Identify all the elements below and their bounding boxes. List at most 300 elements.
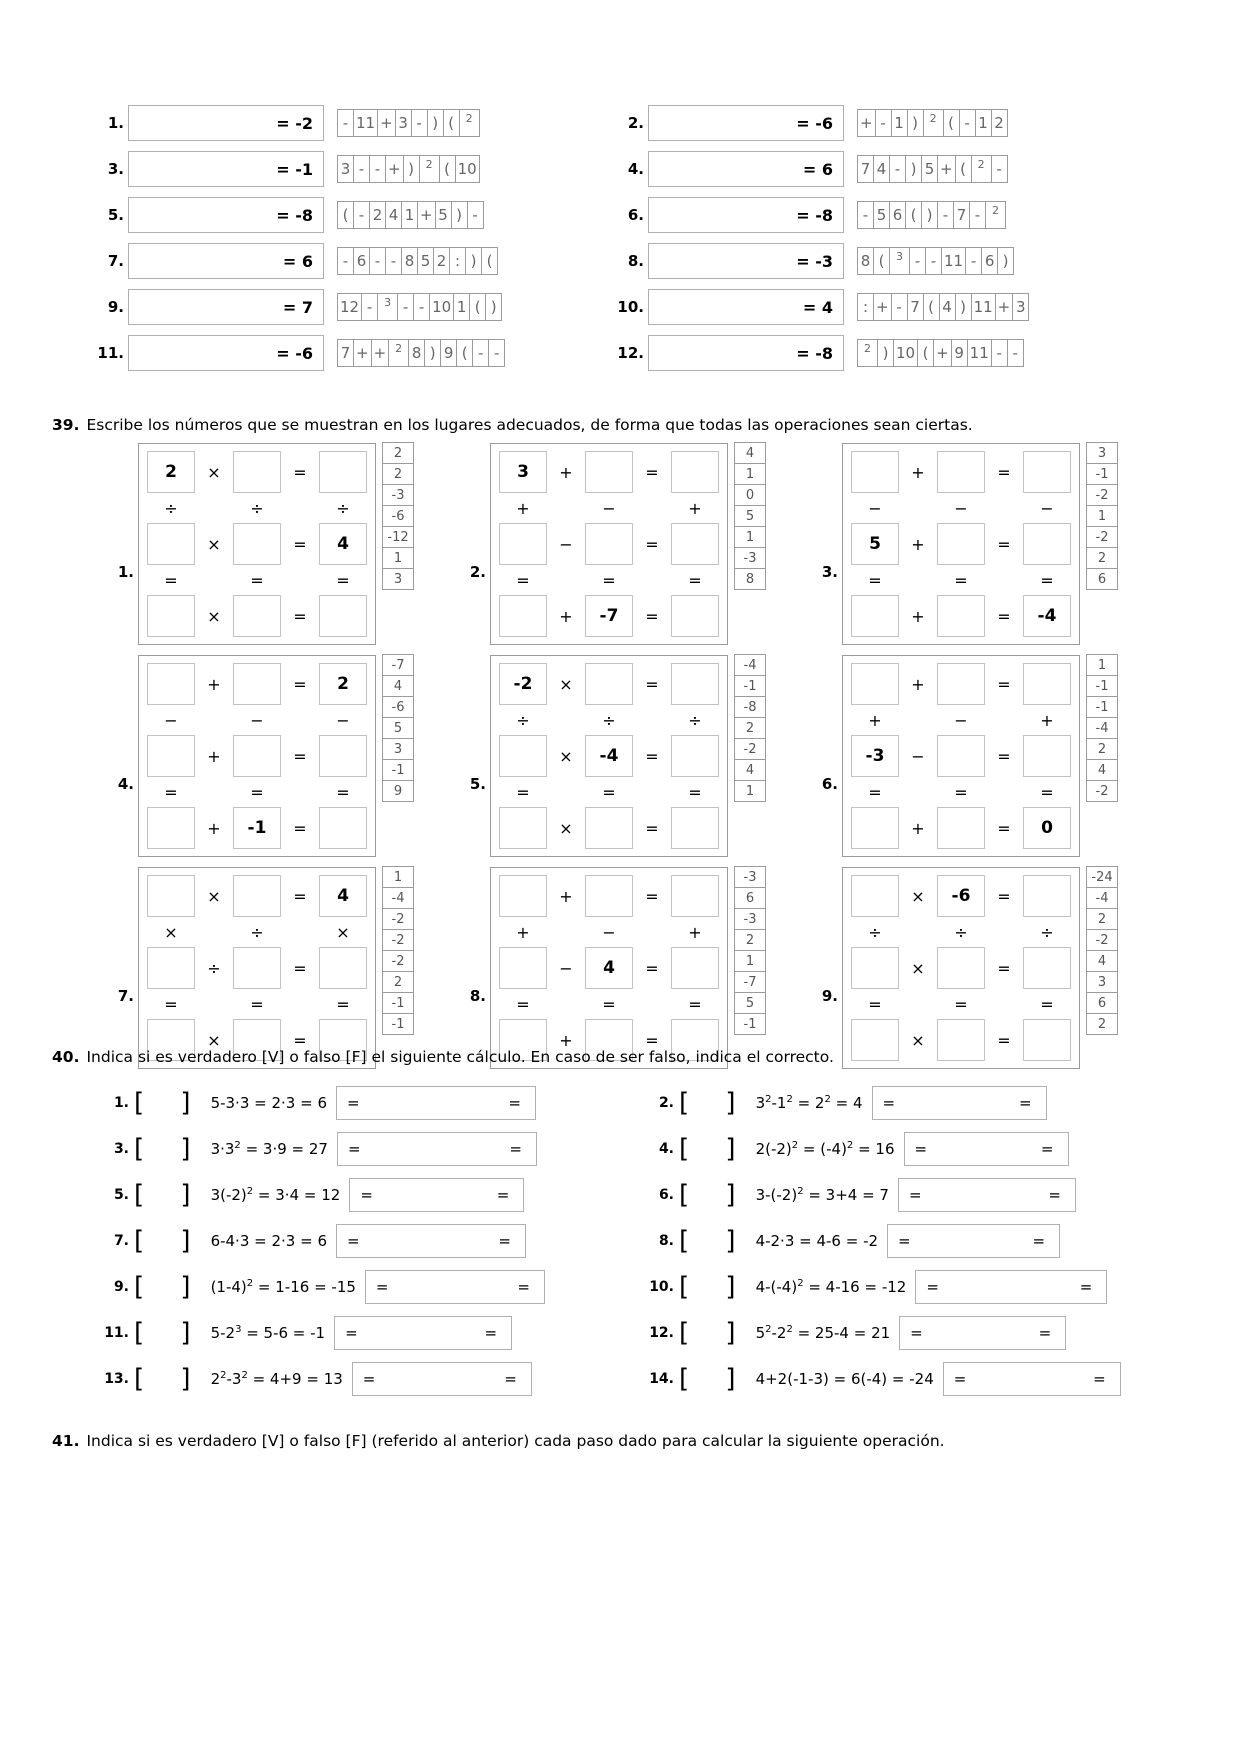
correction-input-box[interactable]	[887, 1224, 1060, 1258]
magic-square-cell[interactable]	[937, 595, 985, 637]
magic-square-unit	[104, 655, 414, 857]
magic-square-label: 9.	[821, 987, 838, 1005]
equals-sign-left: =	[882, 1094, 896, 1112]
magic-square-h-operator: +	[207, 674, 221, 694]
magic-square-v-operator: =	[602, 782, 616, 802]
magic-square-cell[interactable]	[233, 663, 281, 705]
magic-square-row	[147, 523, 367, 565]
magic-square-cell[interactable]: -3	[851, 735, 899, 777]
section-38-rows	[0, 100, 1241, 376]
magic-square-cell[interactable]	[937, 1019, 985, 1061]
number-bank-strip	[382, 655, 414, 802]
calculation-expression: $5^2-2^2 = 25-4 = 21$	[755, 1324, 891, 1342]
token-cell: (	[873, 247, 890, 275]
number-bank-cell: -2	[1086, 484, 1118, 506]
magic-square-cell[interactable]	[937, 451, 985, 493]
correction-input-box[interactable]	[898, 1178, 1076, 1212]
magic-square-cell[interactable]	[499, 807, 547, 849]
magic-square-h-operator: −	[559, 534, 573, 554]
number-bank-strip	[734, 655, 766, 802]
token-cell: -	[413, 293, 430, 321]
calculation-expression: $3-(-2)^2 = 3+4 = 7$	[755, 1186, 889, 1204]
token-cell: :	[857, 293, 874, 321]
magic-square-cell[interactable]: 4	[319, 875, 367, 917]
magic-square-h-operator: +	[911, 674, 925, 694]
magic-square-cell[interactable]: 3	[499, 451, 547, 493]
magic-square-cell[interactable]	[1023, 875, 1071, 917]
true-false-row	[95, 1356, 640, 1402]
magic-square-cell[interactable]	[671, 663, 719, 705]
magic-square-v-operator: =	[688, 994, 702, 1014]
magic-square-unit	[456, 655, 766, 857]
answer-input-box[interactable]: = -8	[648, 335, 844, 371]
magic-square-spacer	[281, 989, 319, 1019]
magic-square-cell[interactable]	[585, 807, 633, 849]
magic-square-cell[interactable]: 2	[319, 663, 367, 705]
magic-square-cell[interactable]	[585, 875, 633, 917]
row-number: 9.	[107, 298, 124, 316]
magic-square-cell[interactable]: -1	[233, 807, 281, 849]
magic-square-h-operator: ×	[911, 886, 925, 906]
number-bank-cell: -2	[382, 929, 414, 951]
token-strip	[858, 201, 1006, 229]
magic-square-cell[interactable]: -4	[1023, 595, 1071, 637]
magic-square-cell[interactable]	[671, 595, 719, 637]
magic-square-cell[interactable]: 4	[585, 947, 633, 989]
answer-input-box[interactable]: = -3	[648, 243, 844, 279]
magic-squares-container	[0, 443, 1241, 1069]
correction-input-box[interactable]	[334, 1316, 512, 1350]
token-cell: -	[925, 247, 942, 275]
item-number: 8.	[658, 1233, 674, 1249]
token-cell: 3	[889, 247, 910, 275]
magic-square-cell[interactable]	[499, 523, 547, 565]
magic-square-cell[interactable]	[233, 595, 281, 637]
magic-square-cell[interactable]	[851, 807, 899, 849]
token-cell: -	[965, 247, 982, 275]
token-cell: 11	[971, 293, 996, 321]
magic-square-cell[interactable]	[147, 947, 195, 989]
number-bank-cell: -4	[382, 887, 414, 909]
number-bank-cell: -8	[734, 696, 766, 718]
magic-square-cell[interactable]	[499, 875, 547, 917]
section-38-grid	[0, 100, 1241, 376]
magic-square-v-operator: =	[868, 994, 882, 1014]
row-number: 6.	[627, 206, 644, 224]
magic-square-unit	[456, 443, 766, 645]
correction-input-box[interactable]	[915, 1270, 1107, 1304]
token-cell: 3	[1012, 293, 1029, 321]
token-cell: (	[337, 201, 354, 229]
answer-input-box[interactable]: = -2	[128, 105, 324, 141]
magic-square-cell[interactable]	[319, 595, 367, 637]
magic-square-cell[interactable]	[147, 735, 195, 777]
magic-square-v-operator: =	[602, 994, 616, 1014]
magic-square-spacer	[899, 565, 937, 595]
magic-square-cell[interactable]	[147, 875, 195, 917]
magic-square-cell[interactable]	[233, 735, 281, 777]
magic-square-row	[147, 947, 367, 989]
magic-square-cell[interactable]	[937, 523, 985, 565]
correction-input-box[interactable]	[904, 1132, 1069, 1166]
answer-input-box[interactable]: = -8	[648, 197, 844, 233]
equals-sign-left: =	[360, 1186, 373, 1204]
token-cell: (	[439, 155, 456, 183]
token-cell: (	[469, 293, 486, 321]
answer-input-box[interactable]: = -1	[128, 151, 324, 187]
magic-square-cell[interactable]	[585, 663, 633, 705]
token-cell: 11	[353, 109, 378, 137]
token-cell: 5	[921, 155, 938, 183]
token-cell: -	[337, 109, 354, 137]
magic-square-row	[147, 807, 367, 849]
section-38-row	[608, 330, 1128, 376]
magic-square-table	[851, 451, 1071, 637]
magic-square-box	[138, 443, 376, 645]
number-bank-cell: 0	[734, 484, 766, 506]
magic-square-cell[interactable]	[671, 735, 719, 777]
magic-square-cell[interactable]	[851, 595, 899, 637]
magic-square-v-operator: =	[954, 570, 968, 590]
magic-square-label: 7.	[117, 987, 134, 1005]
item-number: 3.	[113, 1141, 129, 1157]
magic-square-cell[interactable]: -7	[585, 595, 633, 637]
item-number: 1.	[113, 1095, 129, 1111]
equals-sign-left: =	[375, 1278, 389, 1296]
token-cell: -	[467, 201, 484, 229]
magic-square-box	[842, 867, 1080, 1069]
magic-square-cell[interactable]	[585, 451, 633, 493]
magic-square-operator-row	[499, 565, 719, 595]
token-cell: -	[353, 201, 370, 229]
vf-bracket-input[interactable]: [ ]	[134, 1364, 205, 1394]
section-38-row	[608, 238, 1128, 284]
magic-square-box	[842, 443, 1080, 645]
equals-sign-right: =	[504, 1370, 517, 1388]
number-bank-cell: 1	[382, 547, 414, 569]
magic-square-cell[interactable]	[1023, 1019, 1071, 1061]
magic-square-table	[851, 663, 1071, 849]
correction-input-box[interactable]	[336, 1224, 526, 1258]
vf-bracket-input[interactable]: [ ]	[679, 1364, 750, 1394]
magic-square-row	[499, 875, 719, 917]
vf-bracket-input[interactable]: [ ]	[679, 1088, 750, 1118]
magic-square-cell[interactable]	[671, 523, 719, 565]
magic-square-h-operator: =	[645, 886, 659, 906]
answer-input-box[interactable]: = 4	[648, 289, 844, 325]
magic-square-h-operator: =	[997, 674, 1011, 694]
magic-square-row	[499, 451, 719, 493]
magic-square-cell[interactable]	[585, 523, 633, 565]
magic-square-row	[147, 663, 367, 705]
magic-square-h-operator: ×	[207, 462, 221, 482]
correction-input-box[interactable]	[336, 1086, 536, 1120]
equals-sign-left: =	[345, 1324, 358, 1342]
magic-square-label: 2.	[469, 563, 486, 581]
magic-square-cell[interactable]	[233, 875, 281, 917]
magic-square-cell[interactable]	[851, 663, 899, 705]
magic-square-cell[interactable]	[937, 663, 985, 705]
magic-square-v-operator: −	[868, 498, 882, 518]
vf-bracket-input[interactable]: [ ]	[679, 1180, 750, 1210]
magic-square-h-operator: =	[997, 746, 1011, 766]
magic-square-h-operator: =	[645, 746, 659, 766]
magic-square-cell[interactable]: 2	[147, 451, 195, 493]
magic-square-v-operator: =	[336, 994, 350, 1014]
equals-sign-right: =	[484, 1324, 498, 1342]
magic-square-v-operator: =	[164, 994, 178, 1014]
number-bank-cell: 6	[734, 887, 766, 909]
magic-square-row	[147, 875, 367, 917]
token-strip	[858, 109, 1008, 137]
magic-square-h-operator: =	[645, 674, 659, 694]
magic-square-cell[interactable]	[937, 735, 985, 777]
answer-input-box[interactable]: = 7	[128, 289, 324, 325]
magic-square-cell[interactable]: 0	[1023, 807, 1071, 849]
vf-bracket-input[interactable]: [ ]	[679, 1318, 750, 1348]
magic-square-v-operator: =	[688, 782, 702, 802]
magic-square-cell[interactable]	[937, 947, 985, 989]
magic-square-h-operator: =	[293, 746, 307, 766]
magic-square-h-operator: +	[207, 746, 221, 766]
equals-sign-left: =	[898, 1232, 911, 1250]
item-number: 12.	[649, 1325, 674, 1341]
true-false-row	[640, 1264, 1185, 1310]
magic-square-cell[interactable]	[147, 523, 195, 565]
vf-bracket-input[interactable]: [ ]	[134, 1180, 205, 1210]
item-number: 14.	[649, 1371, 674, 1387]
number-bank-cell: 3	[382, 738, 414, 760]
number-bank-cell: -1	[1086, 463, 1118, 485]
token-cell: 1	[401, 201, 418, 229]
token-cell: )	[921, 201, 938, 229]
magic-square-cell[interactable]	[851, 875, 899, 917]
token-cell: 8	[401, 247, 418, 275]
token-cell: +	[937, 155, 956, 183]
magic-square-row	[499, 663, 719, 705]
answer-input-box[interactable]: = 6	[128, 243, 324, 279]
answer-input-box[interactable]: = -6	[648, 105, 844, 141]
magic-square-cell[interactable]	[499, 735, 547, 777]
magic-square-operator-row	[499, 493, 719, 523]
token-cell: -	[488, 339, 505, 367]
correction-input-box[interactable]	[349, 1178, 524, 1212]
magic-square-row	[499, 595, 719, 637]
magic-square-cell[interactable]	[147, 807, 195, 849]
correction-input-box[interactable]	[899, 1316, 1066, 1350]
magic-square-cell[interactable]	[233, 523, 281, 565]
row-number: 5.	[107, 206, 124, 224]
magic-square-h-operator: =	[997, 462, 1011, 482]
number-bank-cell: 8	[734, 568, 766, 590]
magic-square-h-operator: +	[559, 606, 573, 626]
number-bank-cell: 3	[1086, 971, 1118, 993]
item-number: 10.	[649, 1279, 674, 1295]
magic-square-v-operator: ×	[336, 922, 350, 942]
correction-input-box[interactable]	[337, 1132, 537, 1166]
magic-square-cell[interactable]	[1023, 451, 1071, 493]
answer-input-box[interactable]: = -8	[128, 197, 324, 233]
magic-square-cell[interactable]	[671, 875, 719, 917]
magic-square-operator-row	[851, 705, 1071, 735]
magic-square-spacer	[985, 493, 1023, 523]
magic-square-cell[interactable]: -2	[499, 663, 547, 705]
magic-square-v-operator: ÷	[954, 922, 968, 942]
magic-square-spacer	[899, 989, 937, 1019]
number-bank-cell: -7	[734, 971, 766, 993]
magic-square-cell[interactable]	[1023, 663, 1071, 705]
magic-square-h-operator: +	[559, 1030, 573, 1050]
magic-square-cell[interactable]	[147, 663, 195, 705]
magic-square-cell[interactable]	[671, 451, 719, 493]
number-bank-cell: -1	[382, 992, 414, 1014]
vf-bracket-input[interactable]: [ ]	[134, 1134, 205, 1164]
token-cell: 1	[891, 109, 908, 137]
magic-square-spacer	[633, 777, 671, 807]
equals-sign-right: =	[1040, 1140, 1054, 1158]
token-cell: )	[905, 155, 922, 183]
vf-bracket-input[interactable]: [ ]	[134, 1226, 205, 1256]
magic-square-cell[interactable]	[319, 735, 367, 777]
equals-sign-right: =	[1079, 1278, 1093, 1296]
magic-square-v-operator: =	[868, 570, 882, 590]
token-cell: 2	[985, 201, 1006, 229]
magic-square-cell[interactable]: 5	[851, 523, 899, 565]
token-strip	[858, 247, 1014, 275]
magic-square-row	[851, 1019, 1071, 1061]
number-bank-cell: 9	[382, 780, 414, 802]
equals-sign-right: =	[496, 1186, 510, 1204]
magic-square-cell[interactable]	[319, 451, 367, 493]
answer-input-box[interactable]: = -6	[128, 335, 324, 371]
correction-input-box[interactable]	[872, 1086, 1047, 1120]
magic-square-cell[interactable]: -6	[937, 875, 985, 917]
magic-square-v-operator: =	[954, 994, 968, 1014]
token-cell: 2	[369, 201, 386, 229]
token-cell: 8	[408, 339, 425, 367]
magic-square-cell[interactable]	[1023, 735, 1071, 777]
magic-square-cell[interactable]: 4	[319, 523, 367, 565]
magic-square-h-operator: ×	[207, 534, 221, 554]
vf-bracket-input[interactable]: [ ]	[134, 1088, 205, 1118]
magic-square-cell[interactable]	[319, 947, 367, 989]
token-cell: 12	[337, 293, 362, 321]
magic-square-cell[interactable]: -4	[585, 735, 633, 777]
magic-square-spacer	[547, 565, 585, 595]
magic-square-h-operator: +	[911, 462, 925, 482]
calculation-expression: 6-4·3 = 2·3 = 6	[210, 1232, 327, 1250]
magic-square-h-operator: =	[293, 886, 307, 906]
magic-square-h-operator: ×	[207, 886, 221, 906]
vf-bracket-input[interactable]: [ ]	[679, 1272, 750, 1302]
token-cell: )	[955, 293, 972, 321]
correction-input-box[interactable]	[352, 1362, 532, 1396]
number-bank-strip	[734, 443, 766, 590]
vf-bracket-input[interactable]: [ ]	[679, 1226, 750, 1256]
magic-square-v-operator: +	[516, 922, 530, 942]
calculation-expression: 4+2(-1-3) = 6(-4) = -24	[755, 1370, 934, 1388]
item-number: 11.	[104, 1325, 129, 1341]
magic-square-cell[interactable]	[233, 947, 281, 989]
token-cell: -	[857, 201, 874, 229]
row-number: 2.	[627, 114, 644, 132]
magic-square-operator-row	[147, 917, 367, 947]
magic-square-operator-row	[851, 917, 1071, 947]
magic-square-cell[interactable]	[499, 947, 547, 989]
magic-square-h-operator: ×	[559, 674, 573, 694]
magic-square-row	[851, 523, 1071, 565]
token-cell: 2	[433, 247, 450, 275]
answer-input-box[interactable]: = 6	[648, 151, 844, 187]
magic-square-h-operator: ×	[911, 1030, 925, 1050]
vf-bracket-input[interactable]: [ ]	[134, 1318, 205, 1348]
section-38-row	[88, 192, 608, 238]
magic-square-cell[interactable]	[851, 1019, 899, 1061]
magic-square-v-operator: =	[1040, 570, 1054, 590]
token-strip	[338, 293, 502, 321]
token-cell: 2	[857, 339, 878, 367]
token-cell: (	[923, 293, 940, 321]
token-cell: (	[443, 109, 460, 137]
token-strip	[858, 339, 1024, 367]
vf-bracket-input[interactable]: [ ]	[679, 1134, 750, 1164]
magic-square-h-operator: =	[997, 606, 1011, 626]
number-bank-cell: 2	[382, 442, 414, 464]
magic-square-v-operator: =	[164, 782, 178, 802]
magic-square-h-operator: ×	[207, 606, 221, 626]
token-cell: (	[955, 155, 972, 183]
number-bank-strip	[1086, 655, 1118, 802]
true-false-row	[95, 1080, 640, 1126]
magic-square-label: 6.	[821, 775, 838, 793]
correction-input-box[interactable]	[365, 1270, 545, 1304]
true-false-row	[640, 1126, 1185, 1172]
number-bank-cell: 4	[734, 442, 766, 464]
magic-square-cell[interactable]	[499, 595, 547, 637]
magic-square-spacer	[281, 705, 319, 735]
equals-sign-right: =	[508, 1094, 521, 1112]
magic-square-cell[interactable]	[851, 947, 899, 989]
magic-square-h-operator: =	[645, 1030, 659, 1050]
magic-square-cell[interactable]	[851, 451, 899, 493]
magic-square-v-operator: =	[250, 782, 264, 802]
exercise-41-heading	[52, 1432, 945, 1450]
calculation-expression: $5-2^3 = 5-6 = -1$	[210, 1324, 326, 1342]
magic-square-cell[interactable]	[1023, 523, 1071, 565]
magic-square-cell[interactable]	[1023, 947, 1071, 989]
exercise-40-heading	[52, 1048, 834, 1066]
magic-square-cell[interactable]	[671, 807, 719, 849]
number-bank-cell: -3	[734, 866, 766, 888]
magic-square-v-operator: ÷	[336, 498, 350, 518]
token-cell: )	[877, 339, 894, 367]
magic-square-cell[interactable]	[937, 807, 985, 849]
correction-input-box[interactable]	[943, 1362, 1121, 1396]
magic-square-operator-row	[851, 493, 1071, 523]
magic-square-cell[interactable]	[319, 807, 367, 849]
magic-square-cell[interactable]	[671, 947, 719, 989]
exercise-39-text: Escribe los números que se muestran en los lugares adecuados, de forma que todas las operaciones sean ciertas.	[86, 416, 973, 434]
token-cell: -	[411, 109, 428, 137]
vf-bracket-input[interactable]: [ ]	[134, 1272, 205, 1302]
section-38-left-column	[88, 100, 608, 376]
token-cell: -	[397, 293, 414, 321]
magic-square-cell[interactable]	[233, 451, 281, 493]
magic-square-v-operator: ÷	[164, 498, 178, 518]
equals-sign-left: =	[953, 1370, 967, 1388]
magic-square-operator-row	[499, 917, 719, 947]
magic-square-cell[interactable]	[147, 595, 195, 637]
